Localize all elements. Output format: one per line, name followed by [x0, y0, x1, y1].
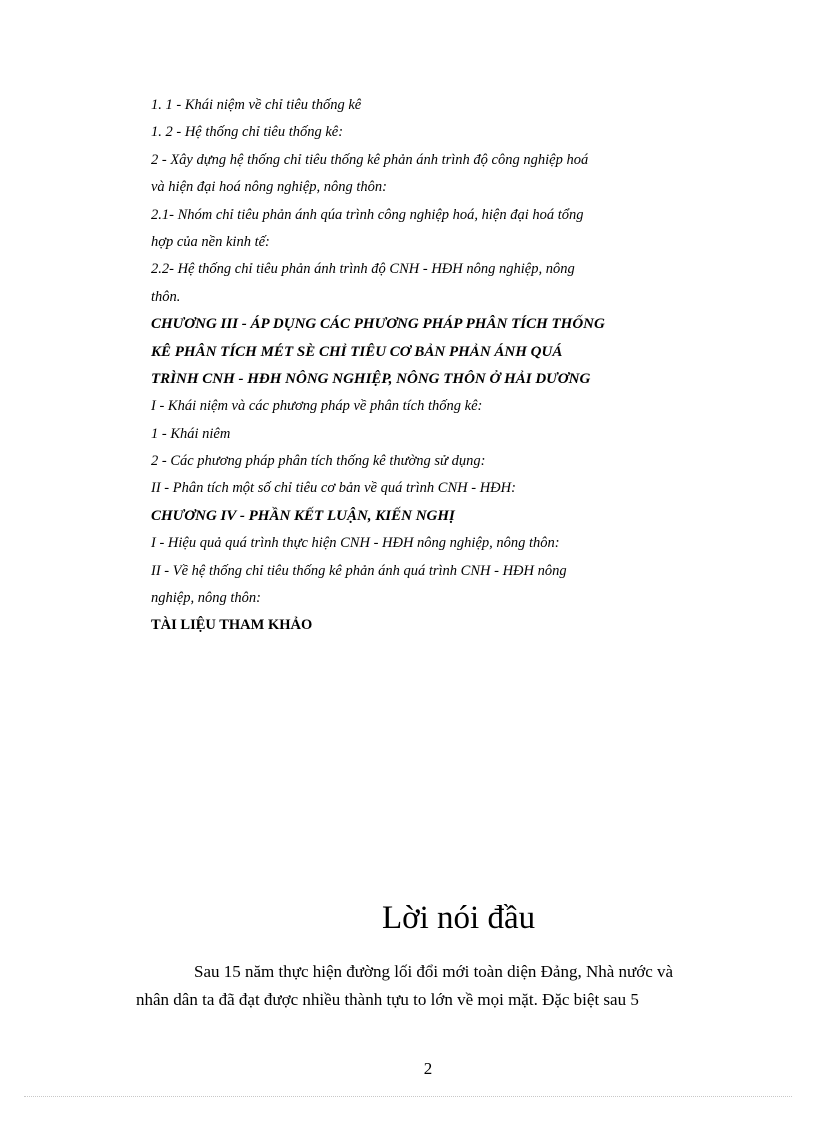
toc-line: I - Hiệu quả quá trình thực hiện CNH - HĐH nông nghiệp, nông thôn:: [151, 535, 560, 552]
toc-line: nghiệp, nông thôn:: [151, 590, 261, 607]
toc-references-heading: TÀI LIỆU THAM KHẢO: [151, 617, 313, 634]
toc-line: I - Khái niệm và các phương pháp về phân tích thống kê:: [151, 398, 483, 415]
toc-line: và hiện đại hoá nông nghiệp, nông thôn:: [151, 179, 388, 196]
toc-line: thôn.: [151, 288, 181, 305]
toc-line: 1 - Khái niêm: [151, 425, 231, 442]
preface-title: Lời nói đầu: [382, 900, 536, 936]
table-of-contents: [151, 92, 671, 640]
page-number: 2: [423, 1059, 433, 1078]
toc-line: 2.1- Nhóm chỉ tiêu phản ánh qúa trình công nghiệp hoá, hiện đại hoá tổng: [151, 206, 584, 223]
toc-line: 1. 1 - Khái niệm về chỉ tiêu thống kê: [151, 97, 362, 113]
toc-chapter-heading: CHƯƠNG III - ÁP DỤNG CÁC PHƯƠNG PHÁP PHÂN TÍCH THỐNG: [151, 316, 605, 333]
preface-title-row: [0, 894, 816, 942]
toc-line: hợp của nền kinh tế:: [151, 233, 270, 250]
toc-chapter-heading: KÊ PHÂN TÍCH MÉT SÈ CHỈ TIÊU CƠ BẢN PHẢN ÁNH QUÁ: [151, 343, 563, 360]
page-break-divider: [24, 1096, 792, 1097]
toc-chapter-heading: TRÌNH CNH - HĐH NÔNG NGHIỆP, NÔNG THÔN Ở HẢI DƯƠNG: [151, 370, 591, 387]
preface-body: [136, 958, 748, 1014]
toc-line: 2 - Xây dựng hệ thống chỉ tiêu thống kê phản ánh trình độ công nghiệp hoá: [151, 151, 589, 168]
toc-chapter-heading: CHƯƠNG IV - PHẦN KẾT LUẬN, KIẾN NGHỊ: [151, 507, 455, 524]
toc-line: 2 - Các phương pháp phân tích thống kê thường sử dụng:: [151, 453, 486, 470]
preface-paragraph-line: nhân dân ta đã đạt được nhiều thành tựu to lớn về mọi mặt. Đặc biệt sau 5: [136, 990, 639, 1009]
toc-line: II - Phân tích một số chỉ tiêu cơ bản về quá trình CNH - HĐH:: [151, 480, 516, 497]
toc-line: 1. 2 - Hệ thống chỉ tiêu thống kê:: [151, 124, 344, 141]
toc-line: II - Về hệ thống chỉ tiêu thống kê phản ánh quá trình CNH - HĐH nông: [151, 562, 567, 579]
toc-line: 2.2- Hệ thống chỉ tiêu phản ánh trình độ CNH - HĐH nông nghiệp, nông: [151, 261, 575, 278]
preface-paragraph-line: Sau 15 năm thực hiện đường lối đổi mới toàn diện Đảng, Nhà nước và: [194, 962, 674, 981]
